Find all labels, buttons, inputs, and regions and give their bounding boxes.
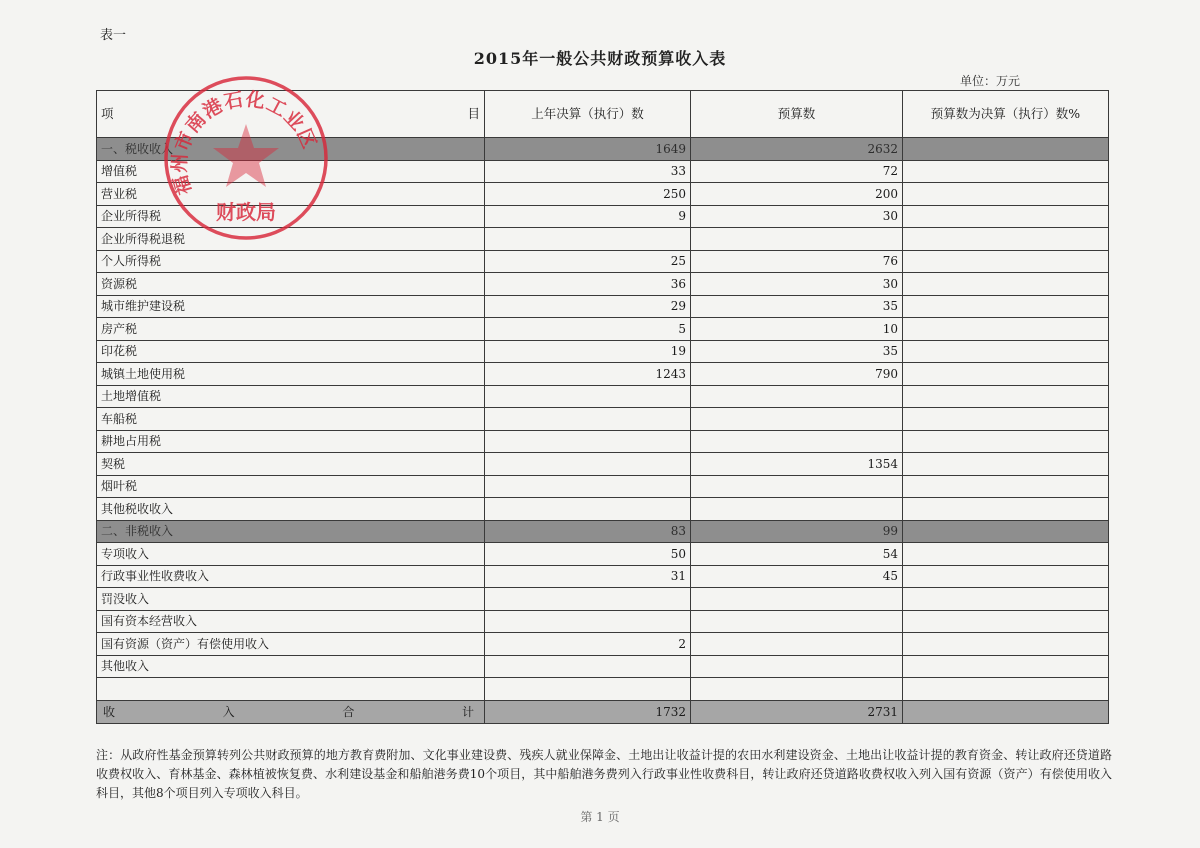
- total-ratio: [903, 700, 1109, 723]
- table-row: [97, 475, 1109, 498]
- row-ratio: [903, 588, 1109, 611]
- section-name: 一、税收收入: [97, 138, 485, 161]
- row-name: 其他税收收入: [97, 498, 485, 521]
- row-prior: 36: [485, 273, 691, 296]
- row-budget: [691, 408, 903, 431]
- row-name: 企业所得税退税: [97, 228, 485, 251]
- row-prior: 29: [485, 295, 691, 318]
- header-prior: 上年决算（执行）数: [485, 91, 691, 138]
- row-name: 土地增值税: [97, 385, 485, 408]
- row-ratio: [903, 340, 1109, 363]
- page-label: 表一: [100, 28, 127, 43]
- row-budget: [691, 430, 903, 453]
- row-budget: [691, 475, 903, 498]
- row-budget: 30: [691, 273, 903, 296]
- row-prior: [485, 655, 691, 678]
- row-ratio: [903, 205, 1109, 228]
- table-row: [97, 453, 1109, 476]
- row-ratio: [903, 475, 1109, 498]
- row-name: 城镇土地使用税: [97, 363, 485, 386]
- budget-table: [96, 90, 1109, 724]
- row-prior: 33: [485, 160, 691, 183]
- header-item-left: 项: [101, 106, 114, 121]
- total-row: [97, 700, 1109, 723]
- row-name: 印花税: [97, 340, 485, 363]
- section-ratio: [903, 520, 1109, 543]
- row-budget: [691, 228, 903, 251]
- table-row: [97, 385, 1109, 408]
- total-char: 计: [461, 704, 474, 719]
- section-prior: 1649: [485, 138, 691, 161]
- row-ratio: [903, 453, 1109, 476]
- row-ratio: [903, 183, 1109, 206]
- total-prior: 1732: [485, 700, 691, 723]
- row-budget: 1354: [691, 453, 903, 476]
- row-name: 耕地占用税: [97, 430, 485, 453]
- row-name: 国有资源（资产）有偿使用收入: [97, 633, 485, 656]
- row-budget: [691, 498, 903, 521]
- row-name: 城市维护建设税: [97, 295, 485, 318]
- row-name: 其他收入: [97, 655, 485, 678]
- table-row: [97, 228, 1109, 251]
- row-prior: [485, 453, 691, 476]
- row-ratio: [903, 385, 1109, 408]
- row-ratio: [903, 633, 1109, 656]
- section-budget: 2632: [691, 138, 903, 161]
- row-name: 资源税: [97, 273, 485, 296]
- row-budget: 30: [691, 205, 903, 228]
- row-prior: [485, 498, 691, 521]
- row-ratio: [903, 295, 1109, 318]
- table-row: [97, 543, 1109, 566]
- row-name: 企业所得税: [97, 205, 485, 228]
- row-ratio: [903, 543, 1109, 566]
- table-row: [97, 430, 1109, 453]
- row-prior: [485, 610, 691, 633]
- header-budget: 预算数: [691, 91, 903, 138]
- row-budget: 76: [691, 250, 903, 273]
- row-budget: 35: [691, 295, 903, 318]
- table-row: [97, 610, 1109, 633]
- nontax-rows: [97, 543, 1109, 678]
- table-row: [97, 363, 1109, 386]
- table-row: [97, 408, 1109, 431]
- row-name: 国有资本经营收入: [97, 610, 485, 633]
- row-name: 契税: [97, 453, 485, 476]
- table-row: [97, 160, 1109, 183]
- blank-row: [97, 678, 1109, 701]
- row-budget: [691, 610, 903, 633]
- table-row: [97, 655, 1109, 678]
- row-name: 房产税: [97, 318, 485, 341]
- row-name: 行政事业性收费收入: [97, 565, 485, 588]
- table-row: [97, 498, 1109, 521]
- total-char: 入: [222, 704, 235, 719]
- row-prior: [485, 430, 691, 453]
- row-ratio: [903, 250, 1109, 273]
- footnote: 注：从政府性基金预算转列公共财政预算的地方教育费附加、文化事业建设费、残疾人就业保障金、土地出让收益计提的农田水利建设资金、土地出让收益计提的教育资金、转让政府还贷道路收费权收入、育林基金、森林植被恢复费、水利建设基金和船舶港务费10个项目，其中船舶港务费列入行政事业性收费科目，转让政府还贷道路收费权收入列入国有资源（资产）有偿使用收入科目，其他8个项目列入专项收入科目。: [96, 748, 1112, 800]
- header-item: [97, 91, 485, 138]
- row-prior: [485, 588, 691, 611]
- row-budget: 45: [691, 565, 903, 588]
- row-prior: 250: [485, 183, 691, 206]
- row-prior: 2: [485, 633, 691, 656]
- row-budget: [691, 655, 903, 678]
- row-budget: [691, 385, 903, 408]
- section-budget: 99: [691, 520, 903, 543]
- table-row: [97, 633, 1109, 656]
- row-ratio: [903, 610, 1109, 633]
- row-prior: [485, 385, 691, 408]
- row-budget: [691, 588, 903, 611]
- total-char: 收: [103, 704, 116, 719]
- row-prior: 5: [485, 318, 691, 341]
- row-budget: [691, 633, 903, 656]
- table-row: [97, 340, 1109, 363]
- svg-text:财政局: 财政局: [216, 200, 276, 224]
- row-ratio: [903, 408, 1109, 431]
- row-ratio: [903, 565, 1109, 588]
- row-prior: [485, 228, 691, 251]
- table-row: [97, 565, 1109, 588]
- row-prior: [485, 475, 691, 498]
- row-ratio: [903, 363, 1109, 386]
- table-row: [97, 318, 1109, 341]
- tax-rows: [97, 160, 1109, 520]
- header-item-right: 目: [467, 106, 480, 121]
- page-title: 2015年一般公共财政预算收入表: [473, 49, 727, 68]
- row-prior: 19: [485, 340, 691, 363]
- table-row: [97, 295, 1109, 318]
- row-name: 营业税: [97, 183, 485, 206]
- row-ratio: [903, 273, 1109, 296]
- section-row-tax: [97, 138, 1109, 161]
- row-prior: [485, 408, 691, 431]
- section-prior: 83: [485, 520, 691, 543]
- row-budget: 54: [691, 543, 903, 566]
- total-budget: 2731: [691, 700, 903, 723]
- row-name: 个人所得税: [97, 250, 485, 273]
- svg-text:福州市南港石化工业区: 福州市南港石化工业区: [168, 88, 321, 198]
- row-ratio: [903, 160, 1109, 183]
- header-ratio: 预算数为决算（执行）数%: [903, 91, 1109, 138]
- table-header-row: [97, 91, 1109, 138]
- row-budget: 10: [691, 318, 903, 341]
- table-row: [97, 273, 1109, 296]
- row-ratio: [903, 318, 1109, 341]
- row-prior: 9: [485, 205, 691, 228]
- page-number: 第 1 页: [580, 810, 620, 824]
- row-budget: 200: [691, 183, 903, 206]
- row-name: 专项收入: [97, 543, 485, 566]
- table-row: [97, 250, 1109, 273]
- row-prior: 50: [485, 543, 691, 566]
- row-ratio: [903, 655, 1109, 678]
- row-name: 车船税: [97, 408, 485, 431]
- section-name: 二、非税收入: [97, 520, 485, 543]
- table-row: [97, 205, 1109, 228]
- row-prior: 25: [485, 250, 691, 273]
- row-name: 烟叶税: [97, 475, 485, 498]
- row-name: 罚没收入: [97, 588, 485, 611]
- row-ratio: [903, 430, 1109, 453]
- table-row: [97, 588, 1109, 611]
- row-name: 增值税: [97, 160, 485, 183]
- section-row-nontax: [97, 520, 1109, 543]
- table-row: [97, 183, 1109, 206]
- section-ratio: [903, 138, 1109, 161]
- unit-label: 单位：万元: [960, 74, 1021, 88]
- row-prior: 31: [485, 565, 691, 588]
- row-budget: 72: [691, 160, 903, 183]
- row-prior: 1243: [485, 363, 691, 386]
- total-label: [97, 700, 485, 723]
- row-budget: 35: [691, 340, 903, 363]
- row-ratio: [903, 228, 1109, 251]
- total-char: 合: [342, 704, 355, 719]
- row-budget: 790: [691, 363, 903, 386]
- row-ratio: [903, 498, 1109, 521]
